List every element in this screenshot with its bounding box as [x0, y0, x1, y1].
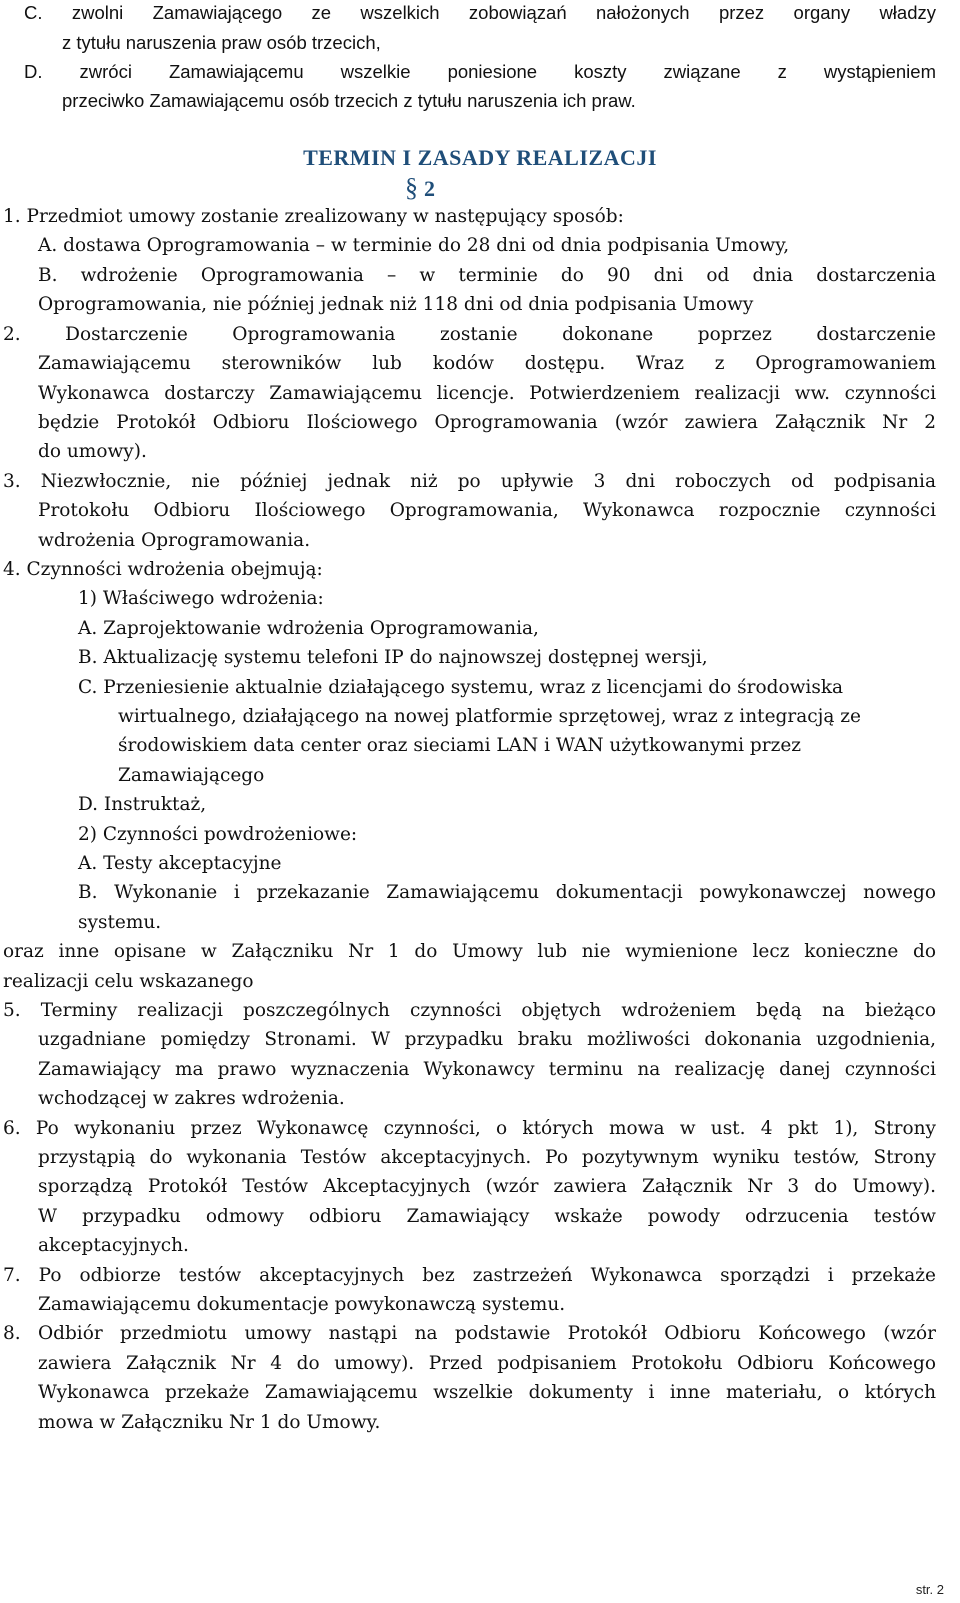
point-5-line: Zamawiający ma prawo wyznaczenia Wykonawcy terminu na realizację danej czynności — [38, 1059, 936, 1080]
section-number — [405, 173, 435, 203]
point-4-sub-1: 1) Właściwego wdrożenia: — [78, 588, 324, 609]
point-1-item-b: B. wdrożenie Oprogramowania – w terminie do 90 dni od dnia dostarczenia — [38, 265, 936, 286]
point-5-line: wchodzącej w zakres wdrożenia. — [38, 1088, 345, 1109]
point-4-item-c: wirtualnego, działającego na nowej platformie sprzętowej, wraz z integracją ze — [118, 706, 861, 727]
point-4-item-c: środowiskiem data center oraz sieciami LAN i WAN użytkowanymi przez — [118, 735, 802, 756]
point-6-line: 6. Po wykonaniu przez Wykonawcę czynności, o których mowa w ust. 4 pkt 1), Strony — [3, 1118, 936, 1139]
item-d-line: D. zwróci Zamawiającemu wszelkie poniesione koszty związane z wystąpieniem — [24, 61, 936, 82]
point-2-line: 2. Dostarczenie Oprogramowania zostanie dokonane poprzez dostarczenie — [3, 324, 936, 345]
point-8-line: zawiera Załącznik Nr 4 do umowy). Przed podpisaniem Protokołu Odbioru Końcowego — [38, 1353, 936, 1374]
point-7-line: Zamawiającemu dokumentacje powykonawczą systemu. — [38, 1294, 566, 1315]
paragraph-symbol: § — [405, 173, 418, 202]
point-4-sub-2-item-b: B. Wykonanie i przekazanie Zamawiającemu dokumentacji powykonawczej nowego — [78, 882, 936, 903]
point-2-line: Wykonawca dostarczy Zamawiającemu licencje. Potwierdzeniem realizacji ww. czynności — [38, 383, 936, 404]
point-6-line: W przypadku odmowy odbioru Zamawiający wskaże powody odrzucenia testów — [38, 1206, 936, 1227]
point-4-item-d: D. Instruktaż, — [78, 794, 207, 815]
point-6-line: sporządzą Protokół Testów Akceptacyjnych (wzór zawiera Załącznik Nr 3 do Umowy). — [38, 1176, 936, 1197]
item-d-line: przeciwko Zamawiającemu osób trzecich z tytułu naruszenia ich praw. — [62, 90, 636, 111]
point-2-line: Zamawiającemu sterowników lub kodów dostępu. Wraz z Oprogramowaniem — [38, 353, 936, 374]
point-4-line: 4. Czynności wdrożenia obejmują: — [3, 559, 323, 580]
item-c-line: C. zwolni Zamawiającego ze wszelkich zobowiązań nałożonych przez organy władzy — [24, 2, 936, 23]
point-6-line: przystąpią do wykonania Testów akceptacyjnych. Po pozytywnym wyniku testów, Strony — [38, 1147, 936, 1168]
point-3-line: 3. Niezwłocznie, nie później jednak niż po upływie 3 dni roboczych od podpisania — [3, 471, 936, 492]
point-5-line: 5. Terminy realizacji poszczególnych czynności objętych wdrożeniem będą na bieżąco — [3, 1000, 936, 1021]
point-4-sub-2: 2) Czynności powdrożeniowe: — [78, 824, 358, 845]
point-4-item-c: C. Przeniesienie aktualnie działającego systemu, wraz z licencjami do środowiska — [78, 677, 844, 698]
point-8-line: 8. Odbiór przedmiotu umowy nastąpi na podstawie Protokół Odbioru Końcowego (wzór — [3, 1323, 936, 1344]
section-heading: TERMIN I ZASADY REALIZACJI — [303, 145, 657, 170]
point-8-line: mowa w Załączniku Nr 1 do Umowy. — [38, 1412, 381, 1433]
point-4-item-c: Zamawiającego — [118, 765, 265, 786]
point-4-sub-2-item-b: systemu. — [78, 912, 162, 933]
point-2-line: do umowy). — [38, 441, 147, 462]
point-4-item-a: A. Zaprojektowanie wdrożenia Oprogramowania, — [78, 618, 539, 639]
page-number: str. 2 — [915, 1582, 944, 1597]
point-8-line: Wykonawca przekaże Zamawiającemu wszelkie dokumenty i inne materiału, o których — [38, 1382, 936, 1403]
point-1-item-a: A. dostawa Oprogramowania – w terminie do 28 dni od dnia podpisania Umowy, — [38, 235, 790, 256]
point-4-sub-2-item-a: A. Testy akceptacyjne — [78, 853, 282, 874]
point-6-line: akceptacyjnych. — [38, 1235, 189, 1256]
point-5-line: uzgadniane pomiędzy Stronami. W przypadku braku możliwości dokonania uzgodnienia, — [38, 1029, 936, 1050]
point-1-item-b: Oprogramowania, nie później jednak niż 118 dni od dnia podpisania Umowy — [38, 294, 754, 315]
point-2-line: będzie Protokół Odbioru Ilościowego Oprogramowania (wzór zawiera Załącznik Nr 2 — [38, 412, 936, 433]
point-4-closing: realizacji celu wskazanego — [3, 971, 254, 992]
point-3-line: Protokołu Odbioru Ilościowego Oprogramowania, Wykonawca rozpocznie czynności — [38, 500, 936, 521]
point-4-item-b: B. Aktualizację systemu telefoni IP do najnowszej dostępnej wersji, — [78, 647, 708, 668]
point-4-closing: oraz inne opisane w Załączniku Nr 1 do Umowy lub nie wymienione lecz konieczne do — [3, 941, 936, 962]
point-7-line: 7. Po odbiorze testów akceptacyjnych bez zastrzeżeń Wykonawca sporządzi i przekaże — [3, 1265, 936, 1286]
section-number-value: 2 — [424, 176, 435, 201]
item-c-line: z tytułu naruszenia praw osób trzecich, — [62, 32, 381, 53]
point-3-line: wdrożenia Oprogramowania. — [38, 530, 311, 551]
point-1-line: 1. Przedmiot umowy zostanie zrealizowany w następujący sposób: — [3, 206, 624, 227]
